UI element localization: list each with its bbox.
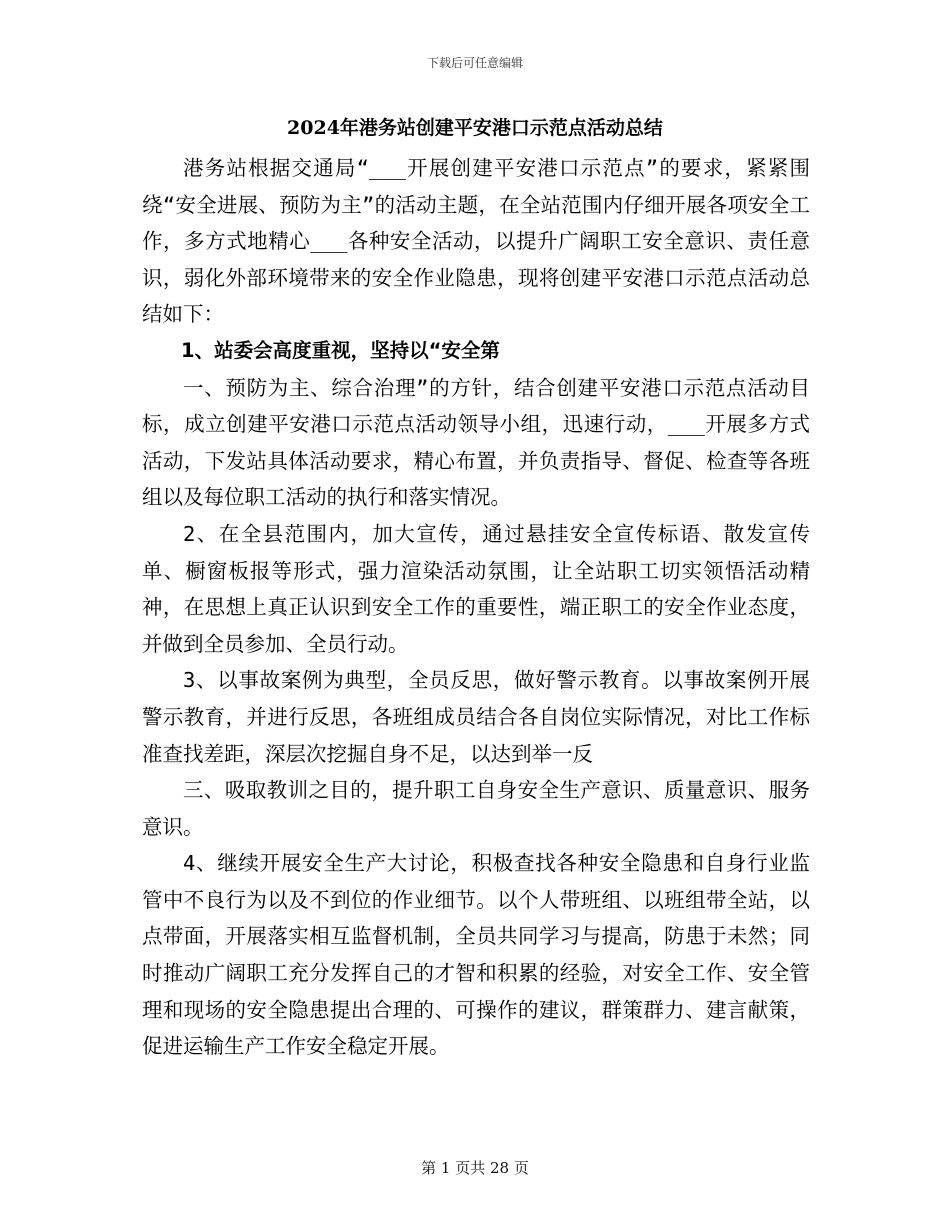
paragraph-intro: 港务站根据交通局“___开展创建平安港口示范点”的要求，紧紧围绕“安全进展、预防为主”的活动主题，在全站范围内仔细开展各项安全工作，多方式地精心___各种安全活动，以提升广阔职工安全意识、责任意识，弱化外部环境带来的安全作业隐患，现将创建平安港口示范点活动总结如下：	[142, 156, 810, 327]
paragraph: 三、吸取教训之目的，提升职工自身安全生产意识、质量意识、服务意识。	[142, 778, 810, 839]
page-number: 第 1 页共 28 页	[421, 1159, 529, 1177]
document-body	[142, 150, 810, 1065]
paragraph: 2、在全县范围内，加大宣传，通过悬挂安全宣传标语、散发宣传单、橱窗板报等形式，强力渲染活动氛围，让全站职工切实领悟活动精神，在思想上真正认识到安全工作的重要性，端正职工的安全作业态度，并做到全员参加、全员行动。	[142, 521, 810, 656]
section-heading-1: 1、站委会高度重视，坚持以“安全第	[181, 338, 500, 362]
paragraph: 3、以事故案例为典型，全员反思，做好警示教育。以事故案例开展警示教育，并进行反思，各班组成员结合各自岗位实际情况，对比工作标准查找差距，深层次挖掘自身不足，以达到举一反	[142, 668, 810, 766]
header-note: 下载后可任意编辑	[426, 56, 523, 70]
paragraph: 4、继续开展安全生产大讨论，积极查找各种安全隐患和自身行业监管中不良行为以及不到位的作业细节。以个人带班组、以班组带全站，以点带面，开展落实相互监督机制，全员共同学习与提高，防患于未然；同时推动广阔职工充分发挥自己的才智和积累的经验，对安全工作、安全管理和现场的安全隐患提出合理的、可操作的建议，群策群力、建言献策，促进运输生产工作安全稳定开展。	[142, 851, 810, 1059]
paragraph: 一、预防为主、综合治理”的方针，结合创建平安港口示范点活动目标，成立创建平安港口示范点活动领导小组，迅速行动，___开展多方式活动，下发站具体活动要求，精心布置，并负责指导、督促、检查等各班组以及每位职工活动的执行和落实情况。	[142, 375, 810, 510]
document-title: 2024年港务站创建平安港口示范点活动总结	[287, 117, 663, 139]
